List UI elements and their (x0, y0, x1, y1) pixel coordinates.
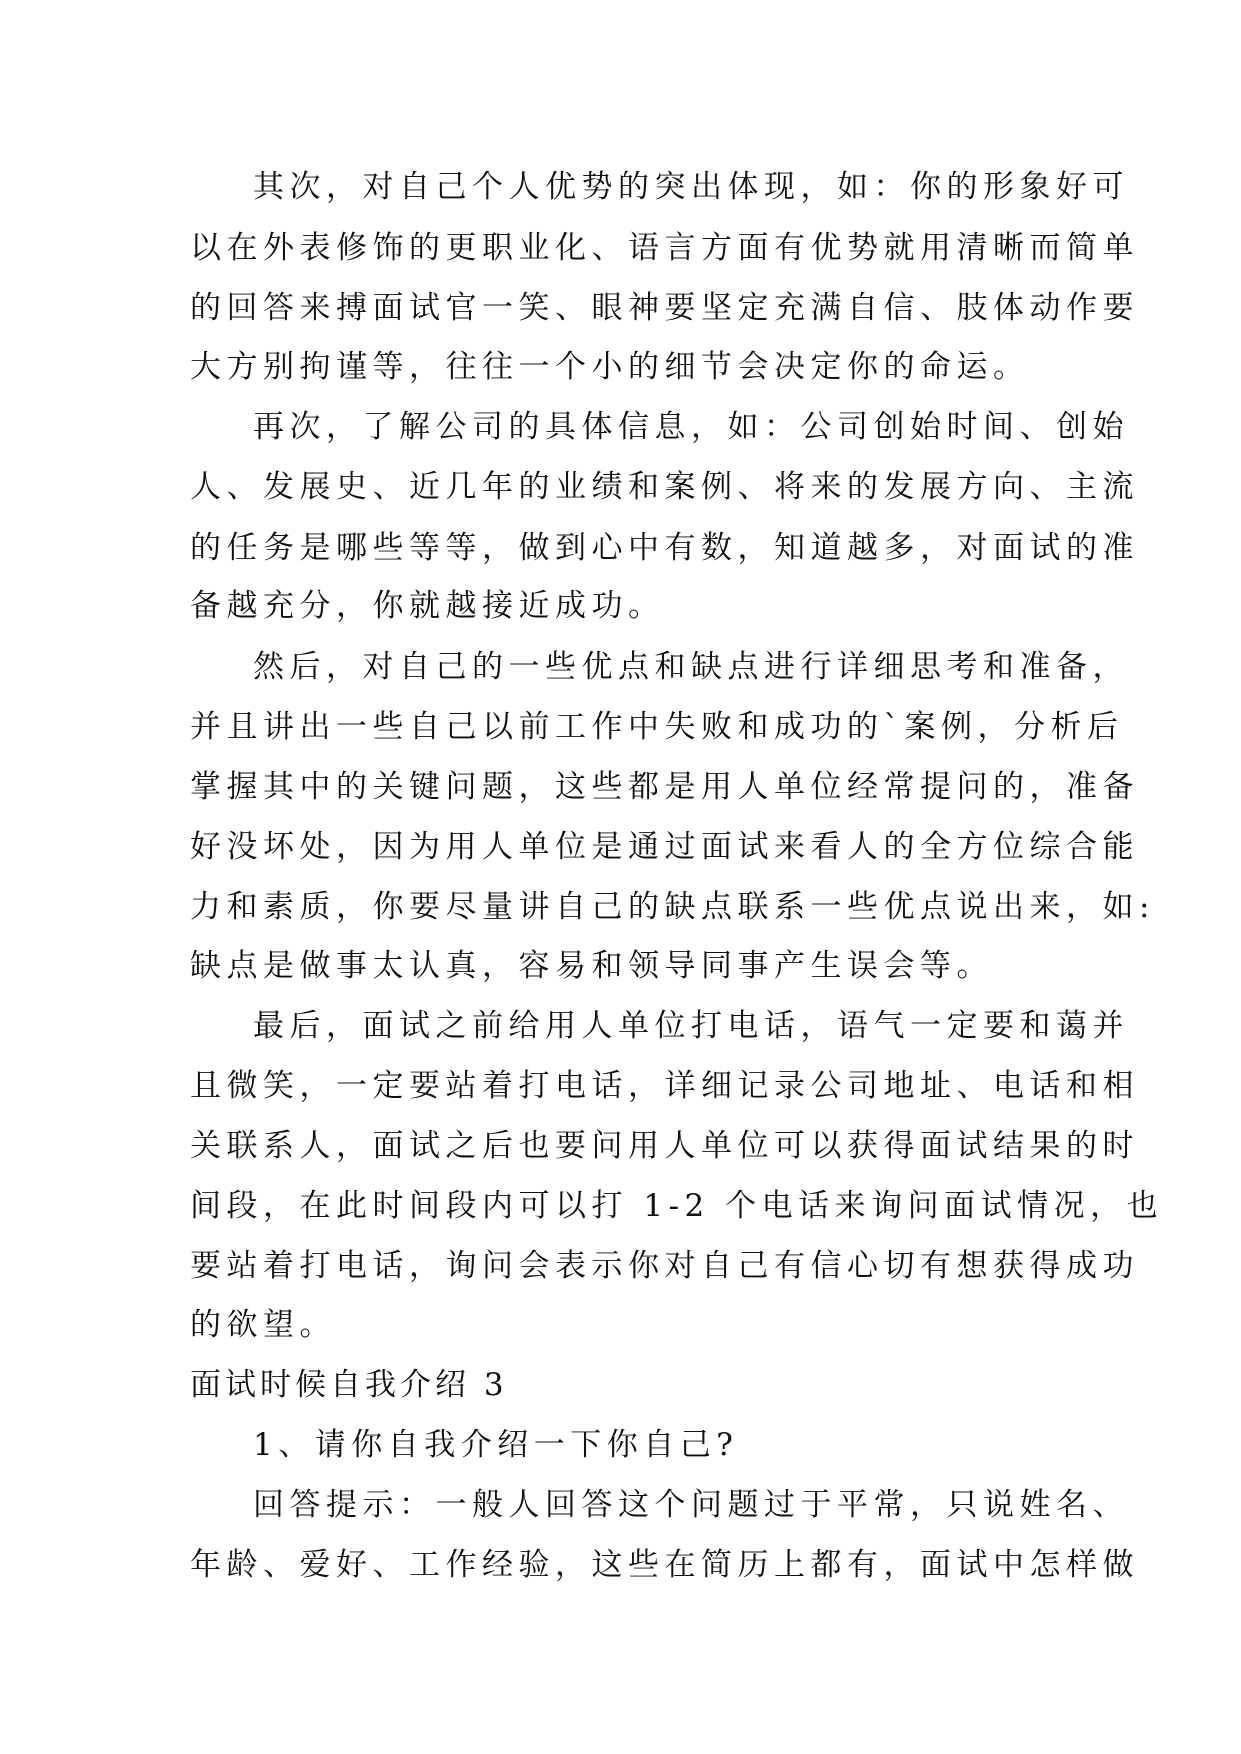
paragraph-line: 的回答来搏面试官一笑、眼神要坚定充满自信、肢体动作要 (190, 290, 1139, 326)
section-heading: 面试时候自我介绍 3 (190, 1367, 508, 1403)
paragraph-line: 关联系人，面试之后也要问用人单位可以获得面试结果的时 (190, 1128, 1139, 1164)
paragraph-line: 的任务是哪些等等，做到心中有数，知道越多，对面试的准 (190, 530, 1139, 566)
paragraph-line: 且微笑，一定要站着打电话，详细记录公司地址、电话和相 (190, 1068, 1139, 1104)
paragraph-line: 要站着打电话，询问会表示你对自己有信心切有想获得成功 (190, 1248, 1139, 1284)
paragraph-line: 其次，对自己个人优势的突出体现，如：你的形象好可 (253, 169, 1129, 205)
paragraph-line: 年龄、爱好、工作经验，这些在简历上都有，面试中怎样做 (190, 1547, 1139, 1583)
paragraph-line: 人、发展史、近几年的业绩和案例、将来的发展方向、主流 (190, 469, 1139, 505)
paragraph-line: 然后，对自己的一些优点和缺点进行详细思考和准备， (253, 649, 1129, 685)
question-line: 1、请你自我介绍一下你自己? (253, 1427, 739, 1463)
paragraph-line: 回答提示：一般人回答这个问题过于平常，只说姓名、 (253, 1487, 1129, 1523)
paragraph-line: 间段，在此时间段内可以打 1-2 个电话来询问面试情况，也 (190, 1188, 1164, 1224)
paragraph-line: 备越充分，你就越接近成功。 (190, 588, 665, 624)
paragraph-line: 最后，面试之前给用人单位打电话，语气一定要和蔼并 (253, 1008, 1129, 1044)
paragraph-line: 以在外表修饰的更职业化、语言方面有优势就用清晰而简单 (190, 230, 1139, 266)
paragraph-line: 掌握其中的关键问题，这些都是用人单位经常提问的，准备 (190, 769, 1139, 805)
paragraph-line: 并且讲出一些自己以前工作中失败和成功的`案例，分析后 (190, 709, 1124, 745)
paragraph-line: 大方别拘谨等，往往一个小的细节会决定你的命运。 (190, 349, 1030, 385)
paragraph-line: 再次，了解公司的具体信息，如：公司创始时间、创始 (253, 409, 1129, 445)
paragraph-line: 缺点是做事太认真，容易和领导同事产生误会等。 (190, 948, 993, 984)
paragraph-line: 好没坏处，因为用人单位是通过面试来看人的全方位综合能 (190, 829, 1139, 865)
paragraph-line: 的欲望。 (190, 1307, 336, 1343)
paragraph-line: 力和素质，你要尽量讲自己的缺点联系一些优点说出来，如: (190, 889, 1155, 925)
